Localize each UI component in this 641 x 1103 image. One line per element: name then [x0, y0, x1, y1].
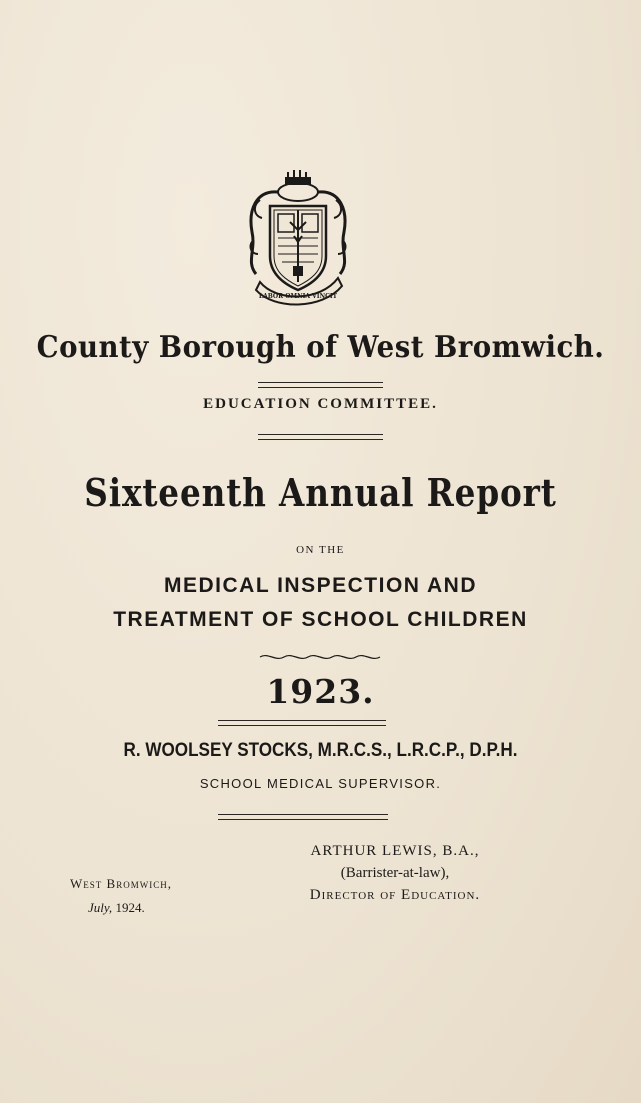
- committee-heading: EDUCATION COMMITTEE.: [203, 396, 438, 412]
- place-text: West Bromwich,: [70, 876, 172, 891]
- svg-text:LABOR OMNIA VINCIT: LABOR OMNIA VINCIT: [258, 293, 338, 300]
- author-name: R. WOOLSEY STOCKS, M.R.C.S., L.R.C.P., D.P.H.: [123, 740, 518, 761]
- director-qualification: (Barrister-at-law),: [340, 865, 450, 881]
- subject-line-1: MEDICAL INSPECTION AND: [163, 574, 477, 597]
- divider: [218, 720, 386, 726]
- director-block: [250, 840, 540, 906]
- place-date-block: [70, 872, 172, 920]
- report-year: 1923.: [266, 672, 375, 711]
- director-title: Director of Education.: [309, 887, 481, 903]
- divider: [258, 434, 383, 440]
- ornament-divider: [258, 652, 384, 662]
- borough-crest-icon: [238, 170, 358, 310]
- report-title: Sixteenth Annual Report: [84, 470, 557, 515]
- divider: [258, 382, 383, 388]
- director-name: ARTHUR LEWIS, B.A.,: [310, 843, 480, 859]
- on-the-label: ON THE: [296, 544, 345, 556]
- page-title: County Borough of West Bromwich.: [36, 330, 605, 365]
- subject-line-2: TREATMENT OF SCHOOL CHILDREN: [113, 608, 528, 631]
- divider: [218, 814, 388, 820]
- author-role: SCHOOL MEDICAL SUPERVISOR.: [199, 776, 442, 791]
- date-text: July, 1924.: [88, 900, 145, 915]
